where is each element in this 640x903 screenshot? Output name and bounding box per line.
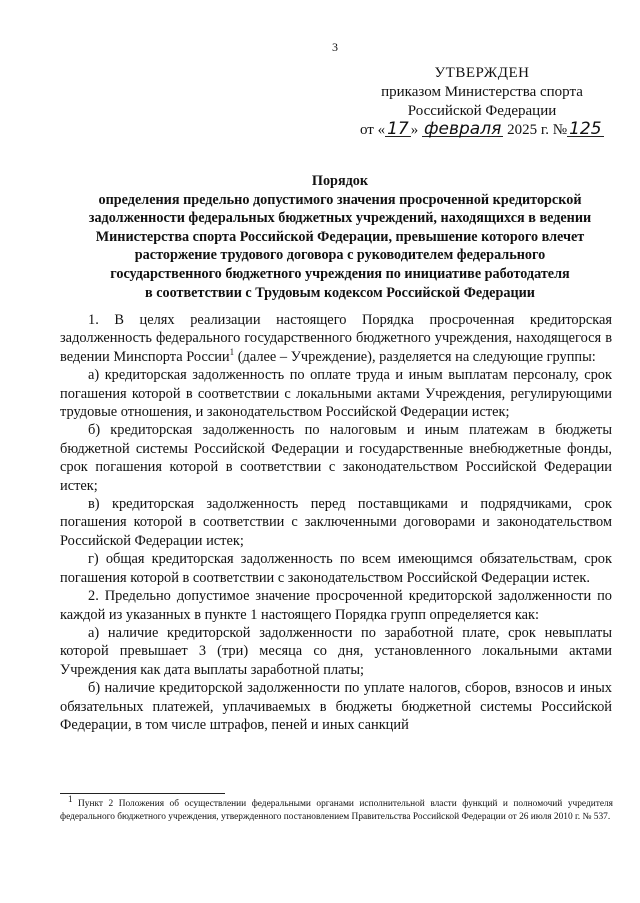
approval-stamp (352, 64, 612, 140)
paragraph-1g: г) общая кредиторская задолженность по всем имеющимся обязательствам, срок погашения которой в соответствии с законодательством Российской Федерации истек. (60, 551, 612, 586)
approval-title: УТВЕРЖДЕН (434, 65, 530, 81)
footnote-mark: 1 (68, 793, 73, 804)
handwritten-number: 125 (569, 119, 602, 139)
paragraph-1a: а) кредиторская задолженность по оплате труда и иным выплатам персоналу, срок погашения которой в соответствии с локальными актами Учреждения, регулирующими трудовые отношения, и законодательством Российской Федерации истек; (60, 367, 612, 421)
date-mid: » (410, 122, 419, 138)
heading-line-5: расторжение трудового договора с руководителем федерального (134, 247, 546, 264)
date-year: 2025 г. № (507, 122, 568, 138)
heading-line-4: Министерства спорта Российской Федерации, превышение которого влечет (95, 228, 585, 245)
handwritten-month: февраля (424, 119, 502, 139)
paragraph-1b: б) кредиторская задолженность по налоговым и иным платежам в бюджеты бюджетной системы Российской Федерации и государственные внебюджетные фонды, срок погашения которой в соответствии с законодательством Российской Федерации истек; (60, 422, 612, 494)
footnote-ref: 1 (229, 347, 235, 358)
heading-line-3: задолженности федеральных бюджетных учреждений, находящихся в ведении (88, 210, 592, 227)
footnote-text: Пункт 2 Положения об осуществлении федеральными органами исполнительной власти функций и полномочий учредителя федерального бюджетного учреждения, утвержденного постановлением Правительства Российской Федерации от 26 июля 2010 г. № 537. (60, 799, 613, 822)
paragraph-2: 2. Предельно допустимое значение просроченной кредиторской задолженности по каждой из указанных в пункте 1 настоящего Порядка групп определяется как: (60, 588, 612, 623)
approval-line-2: Российской Федерации (407, 103, 557, 119)
approval-line-1: приказом Министерства спорта (381, 84, 583, 100)
heading-line-6: государственного бюджетного учреждения по инициативе работодателя (110, 265, 570, 282)
paragraph-1-text: 1. В целях реализации настоящего Порядка просроченная кредиторская задолженность федерального государственного бюджетного учреждения, находящегося в ведении Минспорта России (60, 312, 612, 365)
paragraph-2a: а) наличие кредиторской задолженности по заработной плате, срок невыплаты которой превышает 3 (три) месяца со дня, установленного локальными актами Учреждения как дата выплаты заработной платы; (60, 624, 612, 678)
paragraph-1-text-cont: (далее – Учреждение), разделяется на следующие группы: (234, 348, 596, 365)
paragraph-1 (60, 311, 612, 366)
document-body (60, 311, 612, 734)
footnote (60, 793, 613, 823)
footnote-separator (60, 793, 225, 794)
page-number: 3 (332, 40, 338, 54)
heading-line-1: Порядок (311, 173, 369, 189)
paragraph-1v: в) кредиторская задолженность перед поставщиками и подрядчиками, срок погашения которой в соответствии с заключенными договорами и законодательством Российской Федерации истек; (60, 496, 612, 549)
heading-line-7: в соответствии с Трудовым кодексом Российской Федерации (145, 284, 535, 301)
paragraph-2b: б) наличие кредиторской задолженности по уплате налогов, сборов, взносов и иных обязательных платежей, уплачиваемых в бюджеты бюджетной системы Российской Федерации, в том числе штрафов, пеней и иных санкций (60, 680, 612, 733)
date-prefix: от « (360, 122, 386, 138)
heading-line-2: определения предельно допустимого значения просроченной кредиторской (98, 191, 582, 208)
document-heading (60, 172, 620, 302)
approval-date-line (352, 121, 612, 140)
handwritten-day: 17 (387, 119, 409, 139)
